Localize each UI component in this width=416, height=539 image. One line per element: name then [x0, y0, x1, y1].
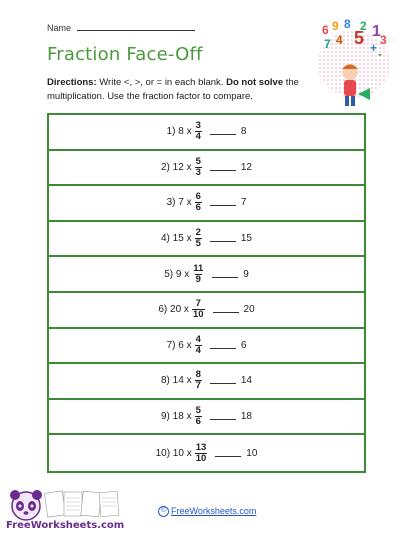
problem-expression	[161, 370, 252, 391]
problem-compare-value: 15	[240, 233, 252, 245]
problem-expression	[161, 406, 252, 427]
problem-expression	[156, 443, 258, 464]
fraction-denominator: 4	[195, 131, 201, 143]
problem-label: 9) 18 x	[161, 411, 192, 423]
fraction-numerator: 3	[195, 120, 201, 132]
fraction-numerator: 4	[195, 333, 201, 345]
footer-link-text: FreeWorksheets.com	[171, 506, 257, 516]
problem-compare-value: 7	[240, 197, 247, 209]
problem-compare-value: 9	[243, 268, 249, 280]
fraction-denominator: 7	[195, 380, 201, 392]
problems-table	[47, 113, 366, 473]
problem-label: 6) 20 x	[158, 304, 189, 316]
clipart-digit: 1	[372, 23, 381, 40]
fraction	[195, 121, 202, 142]
problem-expression	[161, 157, 252, 178]
fraction	[195, 443, 208, 464]
problem-label: 10) 10 x	[155, 447, 192, 459]
fraction	[192, 299, 205, 320]
problem-compare-value: 6	[240, 339, 247, 351]
problem-label: 1) 8 x	[166, 126, 192, 138]
problem-row	[49, 151, 364, 187]
answer-blank[interactable]	[212, 271, 238, 278]
fraction-numerator: 8	[195, 369, 201, 381]
fraction-denominator: 10	[195, 452, 207, 464]
answer-blank[interactable]	[210, 128, 236, 135]
clipart-digit: 8	[344, 17, 351, 31]
math-kid-clipart	[314, 14, 394, 114]
problem-compare-value: 14	[240, 375, 252, 387]
fraction	[195, 192, 202, 213]
problem-compare-value: 12	[240, 161, 252, 173]
problem-row	[49, 115, 364, 151]
footer-link[interactable]	[158, 506, 256, 517]
directions	[47, 76, 309, 104]
fraction-denominator: 6	[195, 202, 201, 214]
problem-label: 4) 15 x	[161, 233, 192, 245]
problem-row	[49, 400, 364, 436]
name-field	[47, 22, 195, 33]
fraction-denominator: 9	[195, 273, 201, 285]
clipart-digit: 5	[354, 28, 365, 48]
problem-compare-value: 18	[240, 411, 252, 423]
answer-blank[interactable]	[213, 306, 239, 313]
fraction-denominator: 5	[195, 238, 201, 250]
clipart-digit: +	[370, 41, 378, 55]
directions-text-1: Write <, >, or = in each blank.	[96, 77, 227, 88]
problem-label: 8) 14 x	[161, 375, 192, 387]
problem-label: 5) 9 x	[164, 268, 190, 280]
problem-expression	[158, 299, 254, 320]
problem-compare-value: 8	[240, 126, 247, 138]
clipart-digit: 9	[332, 19, 339, 33]
fraction-numerator: 13	[195, 441, 207, 453]
answer-blank[interactable]	[210, 377, 236, 384]
fraction-numerator: 11	[193, 262, 204, 274]
problem-row	[49, 222, 364, 258]
fraction-numerator: 5	[195, 155, 201, 167]
problem-row	[49, 257, 364, 293]
fraction	[195, 370, 202, 391]
fraction-denominator: 4	[195, 344, 201, 356]
answer-blank[interactable]	[210, 342, 236, 349]
fraction-denominator: 10	[192, 309, 204, 321]
clipart-digit: 4	[336, 33, 343, 47]
answer-blank[interactable]	[215, 450, 241, 457]
problem-expression	[167, 335, 247, 356]
fraction-numerator: 7	[195, 298, 201, 310]
answer-blank[interactable]	[210, 235, 236, 242]
fraction	[195, 228, 202, 249]
logo-text: FreeWorksheets.com	[6, 520, 125, 531]
problem-label: 7) 6 x	[166, 339, 192, 351]
fraction	[192, 264, 204, 285]
problem-label: 2) 12 x	[161, 161, 192, 173]
problem-expression	[164, 264, 249, 285]
clipart-digit: 7	[324, 37, 331, 51]
fraction-numerator: 6	[195, 191, 201, 203]
fraction	[195, 406, 202, 427]
copyright-icon: ©	[158, 506, 169, 517]
problem-row	[49, 186, 364, 222]
problem-row	[49, 329, 364, 365]
directions-bold: Do not solve	[226, 77, 284, 88]
clipart-digit: 3	[380, 33, 387, 47]
fraction	[195, 157, 202, 178]
directions-label: Directions:	[47, 77, 97, 88]
problem-expression	[167, 121, 247, 142]
clipart-digit: -	[378, 47, 382, 61]
fraction-denominator: 3	[195, 166, 201, 178]
problem-row	[49, 293, 364, 329]
problem-label: 3) 7 x	[166, 197, 192, 209]
answer-blank[interactable]	[210, 164, 236, 171]
problem-row	[49, 364, 364, 400]
clipart-digit: 2	[360, 19, 367, 33]
problem-expression	[161, 228, 252, 249]
page-title: Fraction Face-Off	[47, 44, 203, 65]
problem-row	[49, 435, 364, 471]
problem-compare-value: 10	[246, 447, 258, 459]
fraction	[195, 335, 202, 356]
directions-text-2: the multiplication. Use the fraction factor to compare.	[47, 77, 299, 102]
name-label: Name	[47, 23, 72, 33]
clipart-digit: 6	[322, 23, 329, 37]
fraction-denominator: 6	[195, 416, 201, 428]
problem-compare-value: 20	[243, 304, 255, 316]
name-line[interactable]	[77, 22, 195, 31]
fraction-numerator: 5	[195, 405, 201, 417]
problem-expression	[167, 192, 247, 213]
fraction-numerator: 2	[195, 227, 201, 239]
answer-blank[interactable]	[210, 199, 236, 206]
answer-blank[interactable]	[210, 413, 236, 420]
